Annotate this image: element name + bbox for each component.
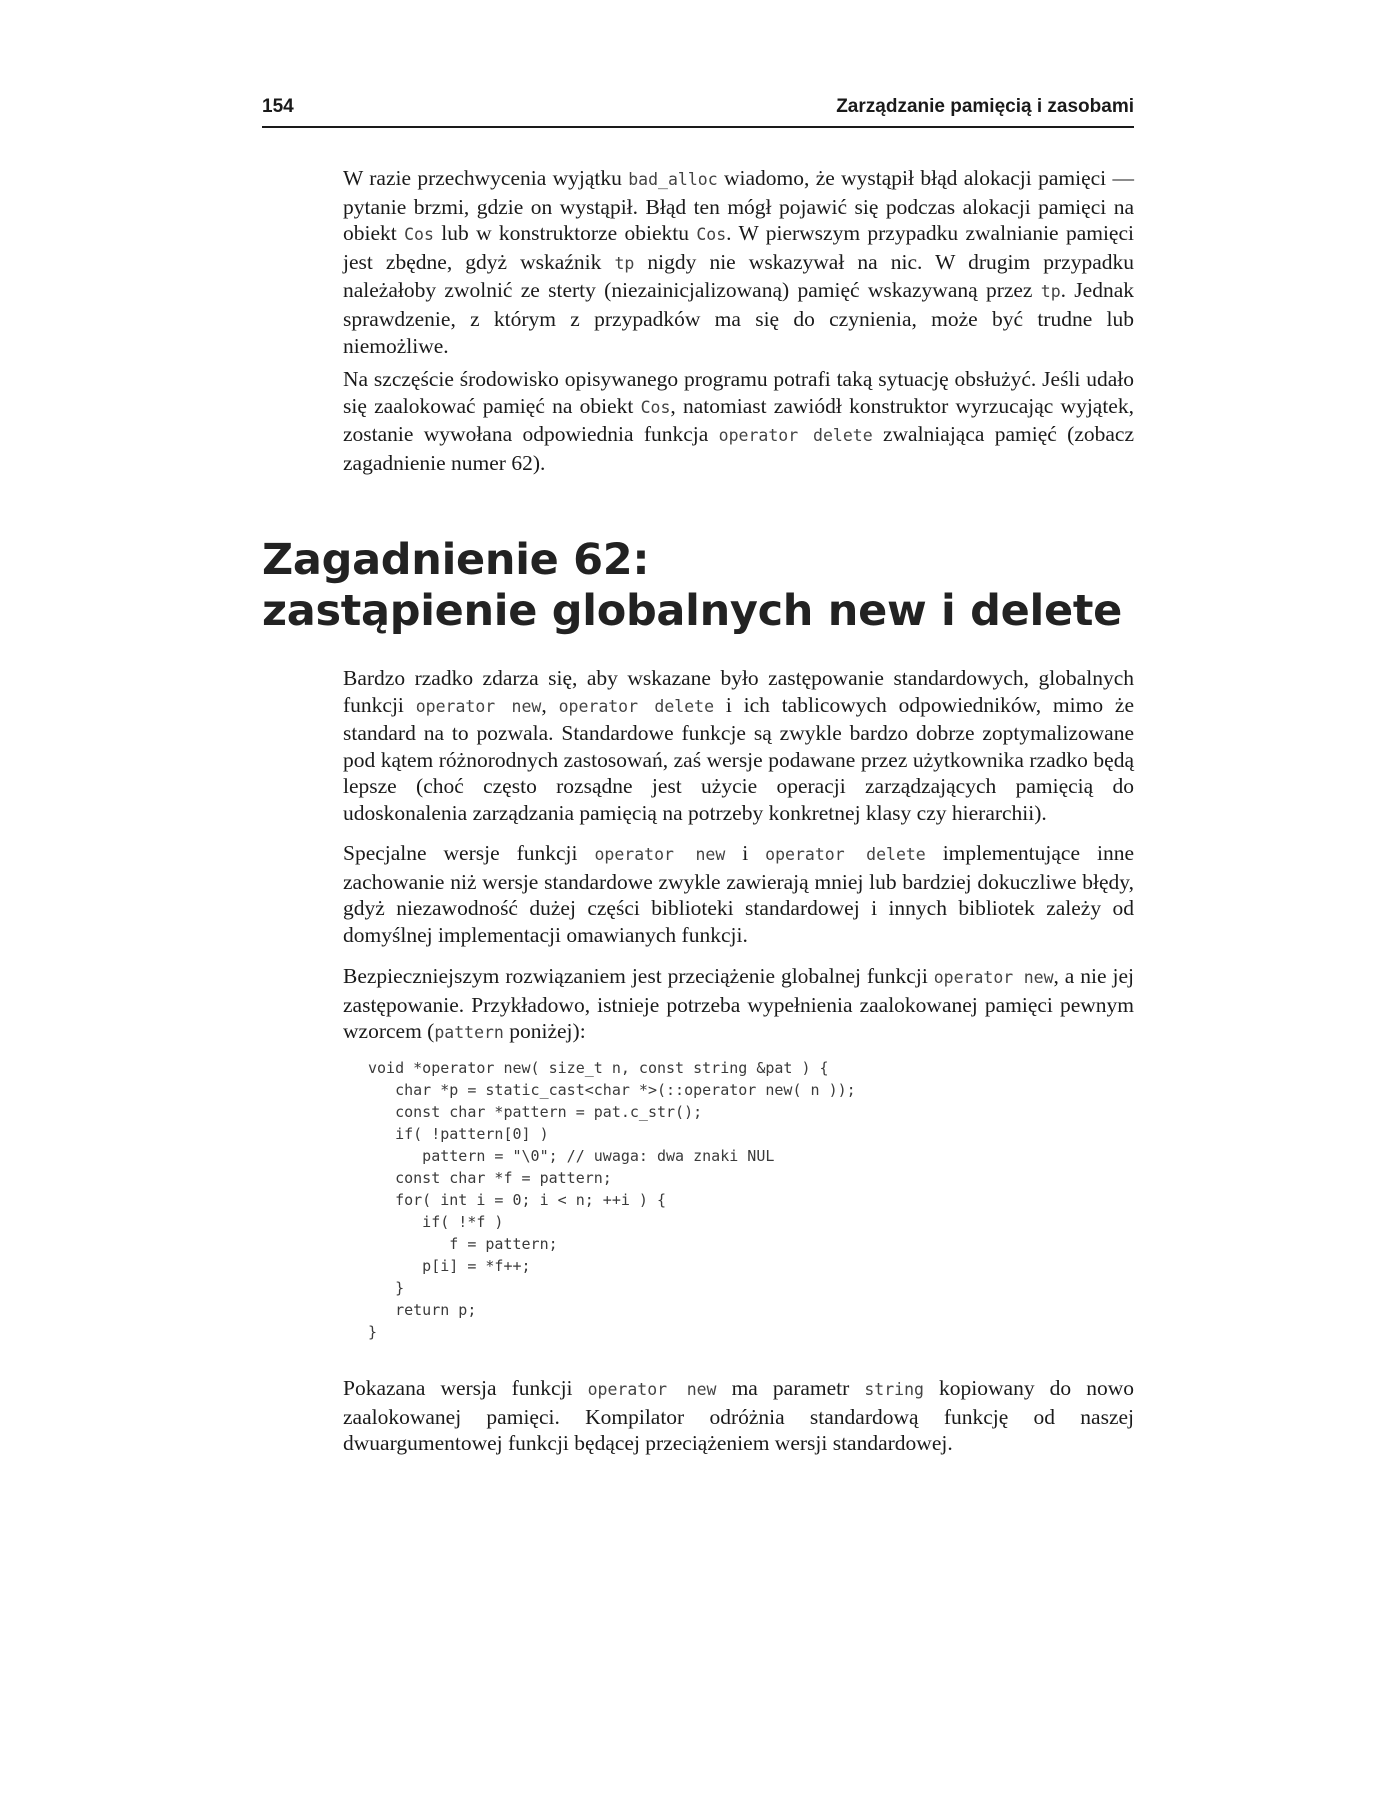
- section-heading: [262, 535, 1142, 637]
- code-inline: operator new: [933, 968, 1054, 987]
- running-title: Zarządzanie pamięcią i zasobami: [836, 96, 1134, 117]
- text: . Jednak sprawdzenie, z którym z przypadków ma się do czynienia, może być trudne lub niemożliwe.: [343, 278, 1134, 358]
- text: i ich tablicowych odpowiedników, mimo że standard na to pozwala. Standardowe funkcje są zwykle bardzo dobrze zoptymalizowane pod kątem różnorodnych zastosowań, zaś wersje podawane przez użytkownika rzadko będą lepsze (choć często rozsądne jest użycie operacji zarządzających pamięcią do udoskonalenia zarządzania pamięcią na potrzeby konkretnej klasy czy hierarchii).: [343, 692, 1135, 825]
- text: poniżej):: [503, 1019, 586, 1044]
- running-header: [262, 96, 1134, 128]
- text: , a nie jej zastępowanie. Przykładowo, istnieje potrzeba wypełnienia zaalokowanej pamięci pewnym wzorcem (: [343, 964, 1134, 1044]
- paragraph-6: [343, 1375, 1134, 1457]
- code-inline: operator delete: [558, 696, 715, 716]
- code-inline: operator new: [415, 696, 542, 716]
- code-inline: pattern: [434, 1023, 504, 1043]
- paragraph-4: [343, 840, 1134, 948]
- text: lub w konstruktorze obiektu: [433, 221, 697, 246]
- text: Pokazana wersja funkcji: [343, 1376, 588, 1400]
- code-inline: tp: [1040, 282, 1061, 302]
- page-number: 154: [262, 96, 294, 117]
- code-inline: Cos: [640, 397, 671, 417]
- paragraph-1: [343, 165, 1134, 359]
- text: Bezpieczniejszym rozwiązaniem jest przeciążenie globalnej funkcji: [343, 964, 934, 988]
- paragraph-3: [343, 665, 1134, 827]
- text: ,: [541, 692, 559, 717]
- code-listing: void *operator new( size_t n, const string &pat ) { char *p = static_cast<char *>(::operator new( n )); const char *pattern = pat.c_str(); if( !pattern[0] ) pattern = "\0"; // uwaga: dwa znaki NUL const char *f = pattern; for( int i = 0; i < n; ++i ) { if( !*f ) f = pattern; p[i] = *f++; } return p; }: [368, 1059, 856, 1341]
- text: , natomiast zawiódł konstruktor wyrzucając wyjątek, zostanie wywołana odpowiednia funkcja: [343, 393, 1134, 447]
- text: nigdy nie wskazywał na nic. W drugim przypadku należałoby zwolnić ze sterty (niezainicjalizowaną) pamięć wskazywaną przez: [343, 249, 1135, 303]
- text: Na szczęście środowisko opisywanego programu potrafi taką sytuację obsłużyć. Jeśli udało się zaalokować pamięć na obiekt: [343, 367, 1134, 418]
- text: Specjalne wersje funkcji: [343, 841, 595, 865]
- heading-line-1: Zagadnienie 62:: [262, 535, 650, 585]
- text: implementujące inne zachowanie niż wersje standardowe zwykle zawierają mniej lub bardziej dokuczliwe błędy, gdyż niezawodność dużej części biblioteki standardowej i innych bibliotek zależy od domyślnej implementacji omawianych funkcji.: [343, 841, 1134, 947]
- code-inline: operator delete: [765, 845, 926, 864]
- code-inline: Cos: [404, 225, 434, 245]
- paragraph-5: [343, 963, 1134, 1047]
- code-inline: operator new: [594, 845, 726, 864]
- text: zwalniająca pamięć (zobacz zagadnienie numer 62).: [343, 422, 1134, 475]
- text: ma parametr: [716, 1376, 865, 1400]
- code-inline: operator new: [587, 1380, 717, 1399]
- code-inline: tp: [614, 253, 635, 273]
- code-inline: string: [864, 1380, 924, 1399]
- text: Bardzo rzadko zdarza się, aby wskazane było zastępowanie standardowych, globalnych funkcji: [343, 666, 1134, 717]
- text: wiadomo, że wystąpił błąd alokacji pamięci — pytanie brzmi, gdzie on wystąpił. Błąd ten mógł pojawić się podczas alokacji pamięci na obiekt: [343, 166, 1134, 246]
- text: kopiowany do nowo zaalokowanej pamięci. Kompilator odróżnia standardową funkcję od naszej dwuargumentowej funkcji będącej przeciążeniem wersji standardowej.: [343, 1376, 1134, 1456]
- heading-line-2: zastąpienie globalnych new i delete: [262, 586, 1122, 636]
- text: i: [725, 841, 766, 865]
- code-inline: bad_alloc: [628, 170, 718, 189]
- paragraph-2: [343, 366, 1134, 476]
- code-inline: operator delete: [718, 426, 873, 446]
- text: . W pierwszym przypadku zwalnianie pamięci jest zbędne, gdyż wskaźnik: [343, 221, 1134, 274]
- code-inline: Cos: [696, 225, 727, 245]
- text: W razie przechwycenia wyjątku: [343, 166, 629, 190]
